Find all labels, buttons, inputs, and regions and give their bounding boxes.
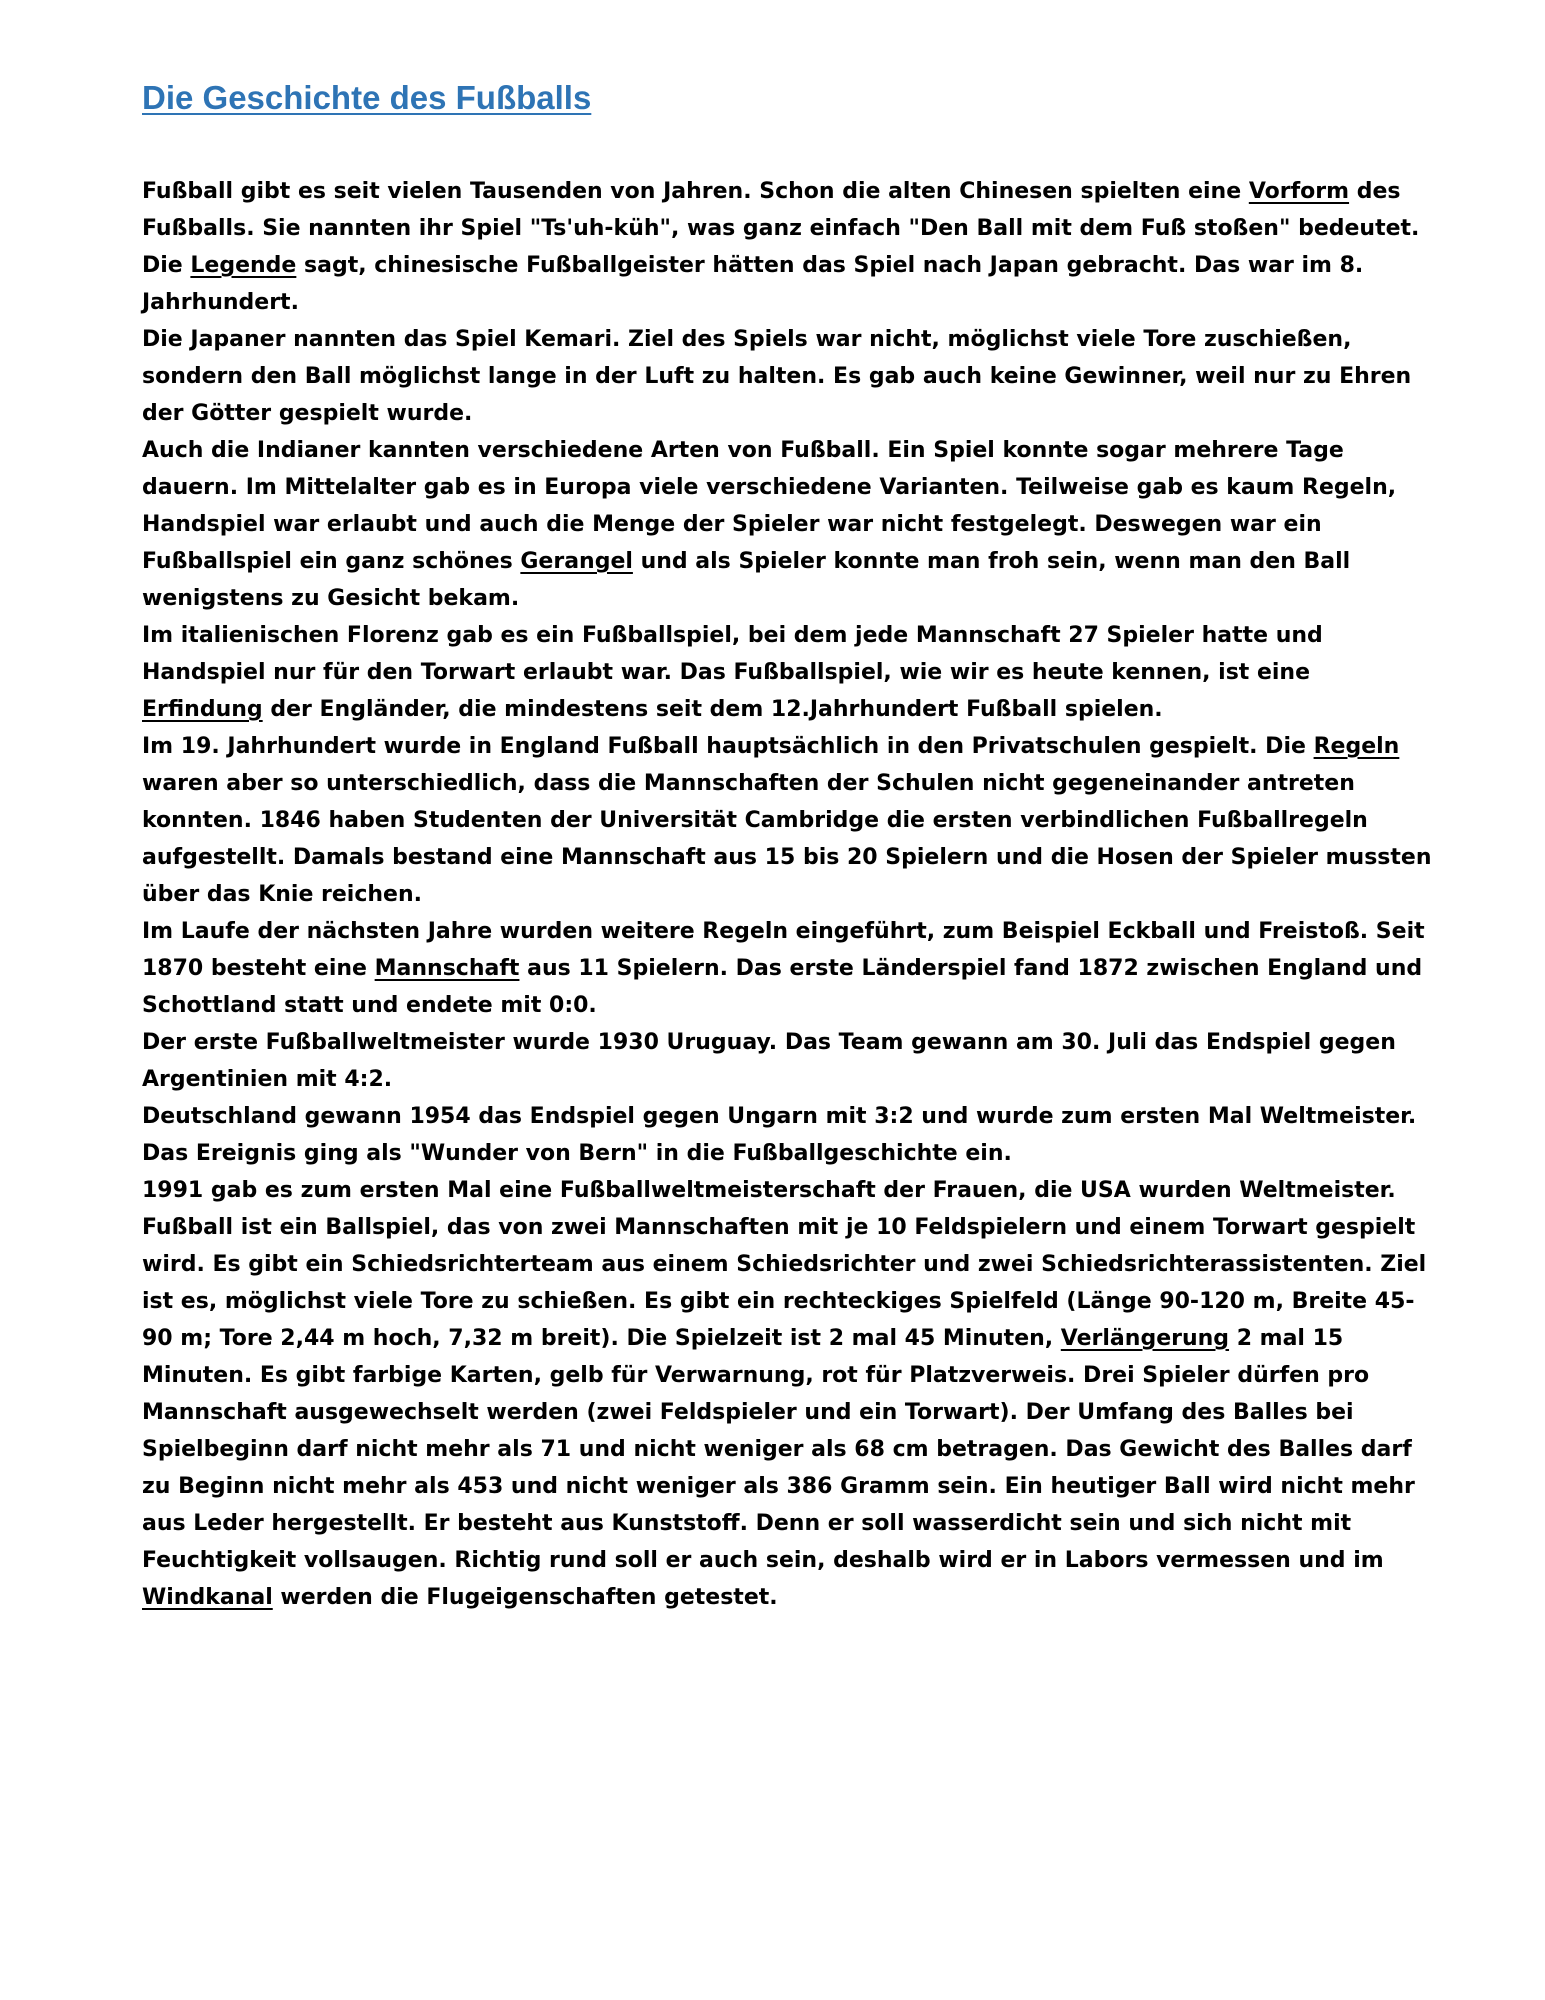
text-run: aus 11 Spielern. Das erste Länderspiel fand 1872 zwischen England und Schottland statt und endete mit 0:0. [142,956,1423,1018]
document-body [142,173,1432,1616]
paragraph-2: Die Japaner nannten das Spiel Kemari. Ziel des Spiels war nicht, möglichst viele Tore zuschießen, sondern den Ball möglichst lange in der Luft zu halten. Es gab auch keine Gewinner, weil nur zu Ehren der Götter gespielt wurde. [142,327,1412,426]
text-run: sagt, chinesische Fußballgeister hätten das Spiel nach Japan gebracht. Das war im 8. Jahrhundert. [142,253,1364,315]
text-run: Im 19. Jahrhundert wurde in England Fußball hauptsächlich in den Privatschulen gespielt. Die [142,734,1314,759]
text-run: waren aber so unterschiedlich, dass die Mannschaften der Schulen nicht gegeneinander antreten konnten. 1846 haben Studenten der Universität Cambridge die ersten verbindlichen Fußballregeln aufgestellt. Damals bestand eine Mannschaft aus 15 bis 20 Spielern und die Hosen der Spieler mussten über das Knie reichen. [142,771,1432,907]
link-windkanal[interactable]: Windkanal [142,1585,273,1610]
link-verlaengerung[interactable]: Verlängerung [1060,1326,1230,1351]
paragraph-3 [142,432,1432,617]
link-vorform[interactable]: Vorform [1248,179,1350,204]
paragraph-9: 1991 gab es zum ersten Mal eine Fußballweltmeisterschaft der Frauen, die USA wurden Weltmeister. [142,1178,1396,1203]
paragraph-7: Der erste Fußballweltmeister wurde 1930 Uruguay. Das Team gewann am 30. Juli das Endspiel gegen Argentinien mit 4:2. [142,1030,1396,1092]
link-gerangel[interactable]: Gerangel [520,549,633,574]
link-mannschaft[interactable]: Mannschaft [374,956,520,981]
document-title[interactable]: Die Geschichte des Fußballs [142,79,592,116]
paragraph-4 [142,617,1432,728]
document-page [142,70,1432,1616]
text-run: werden die Flugeigenschaften getestet. [272,1585,778,1610]
link-legende[interactable]: Legende [190,253,297,278]
text-run: Im italienischen Florenz gab es ein Fußballspiel, bei dem jede Mannschaft 27 Spieler hatte und Handspiel nur für den Torwart erlaubt war. Das Fußballspiel, wie wir es heute kennen, ist eine [142,623,1323,685]
text-run: und als Spieler konnte man froh sein, wenn man den Ball wenigstens zu Gesicht bekam. [142,549,1351,611]
paragraph-5 [142,728,1432,913]
text-run: der Engländer, die mindestens seit dem 12.Jahrhundert Fußball spielen. [262,697,1163,722]
paragraph-6 [142,913,1432,1024]
paragraph-1 [142,173,1432,321]
paragraph-8: Deutschland gewann 1954 das Endspiel gegen Ungarn mit 3:2 und wurde zum ersten Mal Weltmeister. Das Ereignis ging als "Wunder von Bern" in die Fußballgeschichte ein. [142,1104,1417,1166]
link-erfindung[interactable]: Erfindung [142,697,263,722]
paragraph-10 [142,1209,1432,1616]
text-run: Auch die Indianer kannten verschiedene Arten von Fußball. Ein Spiel konnte sogar mehrere Tage dauern. Im Mittelalter gab es in Europa viele verschiedene Varianten. Teilweise gab es kaum Regeln, Handspiel war erlaubt und auch die Menge der Spieler war nicht festgelegt. Deswegen war ein Fußballspiel ein ganz schönes [142,438,1397,574]
text-run: Im Laufe der nächsten Jahre wurden weitere Regeln eingeführt, zum Beispiel Eckball und Freistoß. Seit 1870 besteht eine [142,919,1425,981]
text-run: Fußball ist ein Ballspiel, das von zwei Mannschaften mit je 10 Feldspielern und einem Torwart gespielt wird. Es gibt ein Schiedsrichterteam aus einem Schiedsrichter und zwei Schiedsrichterassistenten. Ziel ist es, möglichst viele Tore zu schießen. Es gibt ein rechteckiges Spielfeld (Länge 90-120 m, Breite 45-90 m; Tore 2,44 m hoch, 7,32 m breit). Die Spielzeit ist 2 mal 45 Minuten, [142,1215,1427,1351]
link-regeln[interactable]: Regeln [1313,734,1400,759]
text-run: Fußball gibt es seit vielen Tausenden von Jahren. Schon die alten Chinesen spielten eine [142,179,1249,204]
text-run: 2 mal 15 Minuten. Es gibt farbige Karten, gelb für Verwarnung, rot für Platzverweis. Drei Spieler dürfen pro Mannschaft ausgewechselt werden (zwei Feldspieler und ein Torwart). Der Umfang des Balles bei Spielbeginn darf nicht mehr als 71 und nicht weniger als 68 cm betragen. Das Gewicht des Balles darf zu Beginn nicht mehr als 453 und nicht weniger als 386 Gramm sein. Ein heutiger Ball wird nicht mehr aus Leder hergestellt. Er besteht aus Kunststoff. Denn er soll wasserdicht sein und sich nicht mit Feuchtigkeit vollsaugen. Richtig rund soll er auch sein, deshalb wird er in Labors vermessen und im [142,1326,1415,1573]
text-run: des Fußballs. Sie nannten ihr Spiel "Ts'uh-küh", was ganz einfach "Den Ball mit dem Fuß stoßen" bedeutet. Die [142,179,1420,278]
